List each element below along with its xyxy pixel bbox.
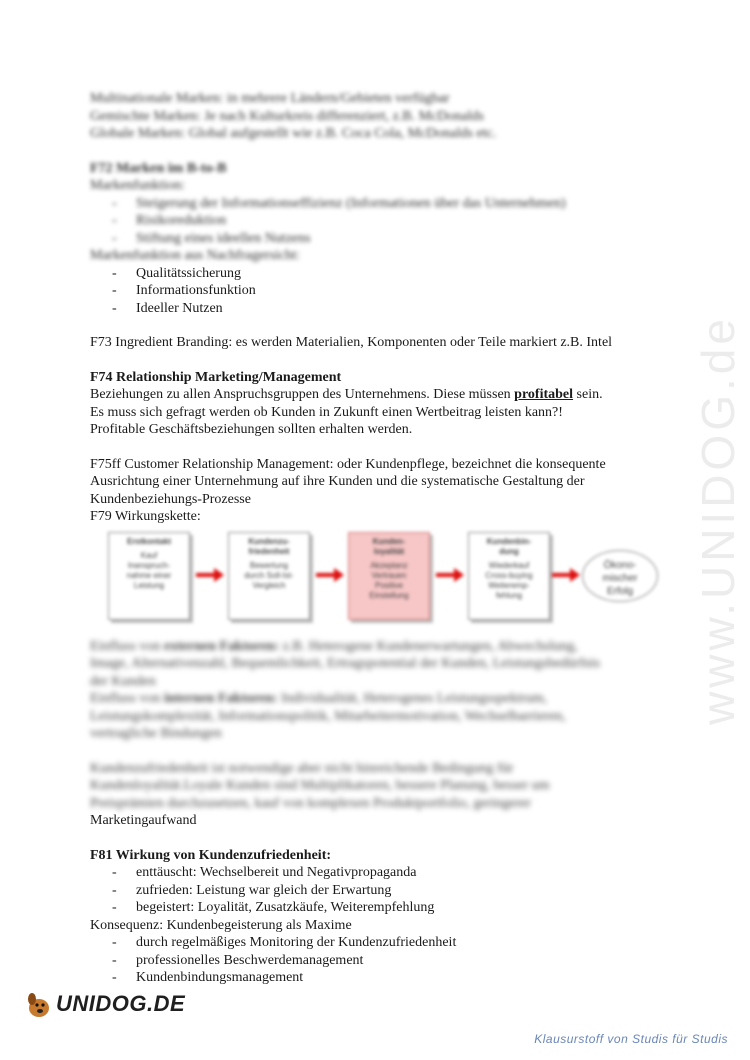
f81-heading: F81 Wirkung von Kundenzufriedenheit: xyxy=(90,847,332,863)
chain-oval-erfolg: Ökono- mischer Erfolg xyxy=(582,550,658,602)
list-item: - Risikoreduktion xyxy=(112,212,670,230)
list-item: - begeistert: Loyalität, Zusatzkäufe, Weiterempfehlung xyxy=(112,899,670,917)
int-line-3: vertragliche Bindungen xyxy=(90,726,222,741)
chain-box-kundenbindung: Kundenbin- dung Wiederkauf Cross-buying Weiteremp- fehlung xyxy=(468,532,550,620)
intro-line: Gemischte Marken: Je nach Kulturkreis differenziert, z.B. McDonalds xyxy=(90,108,484,124)
chain-arrow xyxy=(436,570,464,580)
blurred-factors xyxy=(90,638,670,813)
intro-line: Globale Marken: Global aufgestellt wie z.B. Coca Cola, McDonalds etc. xyxy=(90,126,497,141)
logo-text: UNIDOG.DE xyxy=(56,990,186,1016)
list-item: - Stiftung eines ideellen Nutzens xyxy=(112,230,670,248)
list-item: - durch regelmäßiges Monitoring der Kundenzufriedenheit xyxy=(112,934,670,952)
blurred-intro xyxy=(90,90,670,143)
list-item: - zufrieden: Leistung war gleich der Erwartung xyxy=(112,882,670,900)
list-item: - Steigerung der Informationseffizienz (Informationen über das Unternehmen) xyxy=(112,195,670,213)
list-item: - enttäuscht: Wechselbereit und Negativpropaganda xyxy=(112,864,670,882)
section-f81 xyxy=(90,847,670,987)
chain-box-erstkontakt: Erstkontakt Kauf Inanspruch- nahme einer Leistung xyxy=(108,532,190,620)
ext-line-3: der Kunden xyxy=(90,673,156,689)
document-page xyxy=(90,90,670,987)
list-item: - Ideeller Nutzen xyxy=(112,300,670,318)
section-f75 xyxy=(90,456,670,526)
kz-line-1: Kundenzufriedenheit ist notwendige aber nicht hinreichende Bedingung für xyxy=(90,760,514,776)
section-f74 xyxy=(90,369,670,439)
marketing-line: Marketingaufwand xyxy=(90,813,197,828)
unidog-logo[interactable] xyxy=(24,990,185,1020)
f74-line-1: Beziehungen zu allen Anspruchsgruppen des Unternehmens. Diese müssen profitabel sein. xyxy=(90,387,603,402)
footer-tagline: Klausurstoff von Studis für Studis xyxy=(534,1032,728,1046)
f73-text: F73 Ingredient Branding: es werden Materialien, Komponenten oder Teile markiert z.B. Intel xyxy=(90,335,613,350)
f75-line-3: Kundenbeziehungs-Prozesse xyxy=(90,491,251,507)
list-item: - Qualitätssicherung xyxy=(112,265,670,283)
chain-arrow xyxy=(316,570,344,580)
int-line-2: Leistungskomplexität, Informationspolitik, Mitarbeitermotivation, Wechselbarrieren, xyxy=(90,708,566,724)
ext-line-2: Image, Alternativenzahl, Bequemlichkeit, Ertragspotential der Kunden, Leistungsbedürfnis xyxy=(90,656,601,671)
kz-line-3: Preisprämien durchzusetzen, kauf von komplexen Produktportfolio, geringerer xyxy=(90,795,531,811)
chain-arrow xyxy=(196,570,224,580)
f74-line-3: Profitable Geschäftsbeziehungen sollten erhalten werden. xyxy=(90,422,413,437)
f72-subheading: Markenfunktion: xyxy=(90,178,185,193)
ext-line-1: Einfluss von externen Faktoren: z.B. Heterogene Kundenerwartungen, Abwechslung, xyxy=(90,638,578,654)
f72-subheading-2: Markenfunktion aus Nachfragersicht: xyxy=(90,248,300,263)
f74-line-2: Es muss sich gefragt werden ob Kunden in Zukunft einen Wertbeitrag leisten kann?! xyxy=(90,404,563,420)
list-item: - Kundenbindungsmanagement xyxy=(112,969,670,987)
section-f72 xyxy=(90,160,670,318)
kz-line-2: Kundenloyalität.Loyale Kunden sind Multiplikatoren, bessere Planung, besser um xyxy=(90,778,550,793)
konsequenz-line: Konsequenz: Kundenbegeisterung als Maxime xyxy=(90,917,352,933)
watermark: www.UNIDOG.de xyxy=(692,315,744,725)
list-item: - professionelles Beschwerdemanagement xyxy=(112,952,670,970)
f75-line-1: F75ff Customer Relationship Management: oder Kundenpflege, bezeichnet die konsequente xyxy=(90,456,606,472)
f74-heading: F74 Relationship Marketing/Management xyxy=(90,369,342,385)
f72-heading: F72 Marken im B-to-B xyxy=(90,160,227,176)
list-item: - Informationsfunktion xyxy=(112,282,670,300)
profitabel-emphasis: profitabel xyxy=(514,387,574,402)
f79-heading: F79 Wirkungskette: xyxy=(90,509,201,524)
chain-arrow xyxy=(552,570,580,580)
dog-mascot-icon xyxy=(24,990,54,1020)
int-line-1: Einfluss von internen Faktoren: Individualität, Heterogenes Leistungsspektrum, xyxy=(90,691,548,706)
chain-box-kundenzufriedenheit: Kundenzu- friedenheit Bewertung durch Soll-Ist- Vergleich xyxy=(228,532,310,620)
wirkungskette-diagram xyxy=(108,532,648,632)
chain-box-kundenloyalitaet: Kunden- loyalität Akzeptanz Vertrauen Positive Einstellung xyxy=(348,532,430,620)
intro-line: Multinationale Marken: in mehrere Ländern/Gebieten verfügbar xyxy=(90,91,450,106)
f75-line-2: Ausrichtung einer Unternehmung auf ihre Kunden und die systematische Gestaltung der xyxy=(90,474,585,489)
